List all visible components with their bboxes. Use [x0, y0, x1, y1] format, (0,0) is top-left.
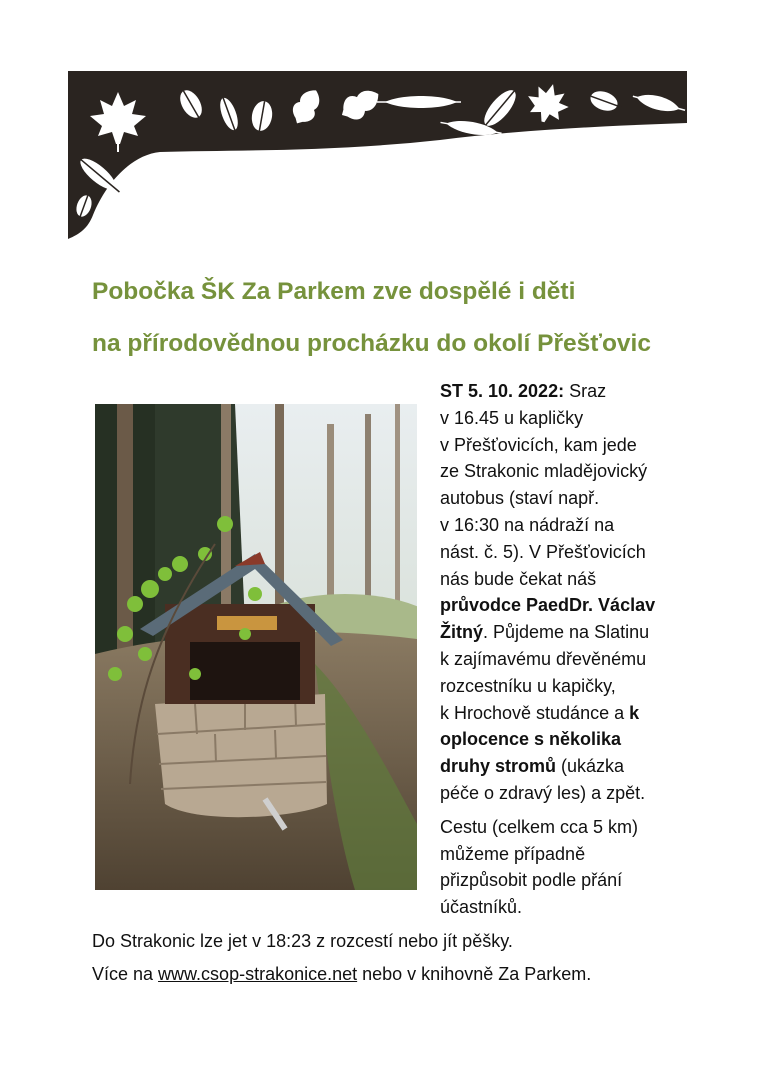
text-line: přizpůsobit podle přání	[440, 870, 623, 891]
return-info: Do Strakonic lze jet v 18:23 z rozcestí nebo jít pěšky.	[92, 931, 513, 951]
text-line: nást. č. 5). V Přešťovicích	[440, 541, 646, 562]
text-line: ze Strakonic mladějovický	[440, 461, 648, 482]
text-line: k Hrochově studánce a	[440, 702, 630, 723]
bold-text: druhy stromů	[440, 756, 557, 777]
guide-name: Žitný	[440, 622, 483, 643]
text-line: autobus (staví např.	[440, 488, 600, 509]
bold-text: k	[629, 702, 640, 723]
heading-line-2: na přírodovědnou procházku do okolí Přešťovic	[92, 330, 651, 357]
text-line: nás bude čekat náš	[440, 568, 597, 589]
event-details	[440, 378, 680, 921]
text-line: účastníků.	[440, 897, 523, 918]
text-line: nebo v knihovně Za Parkem.	[357, 964, 592, 984]
text-line: Cestu (celkem cca 5 km)	[440, 816, 639, 837]
text-line: rozcestníku u kapičky,	[440, 675, 616, 696]
text-line: můžeme případně	[440, 843, 586, 864]
text-line: péče o zdravý les) a zpět.	[440, 782, 646, 803]
text-line: Více na	[92, 964, 159, 984]
text-line: k zajímavému dřevěnému	[440, 648, 647, 669]
text-line: v Přešťovicích, kam jede	[440, 434, 637, 455]
website-link[interactable]: www.csop-strakonice.net	[158, 964, 358, 984]
more-info	[92, 964, 591, 985]
guide-name: průvodce PaedDr. Václav	[440, 595, 656, 616]
event-date: ST 5. 10. 2022:	[440, 381, 565, 401]
text-line: v 16:30 na nádraží na	[440, 514, 615, 535]
text-line: (ukázka	[556, 756, 625, 777]
forest-well-photo	[95, 404, 417, 890]
heading-line-1: Pobočka ŠK Za Parkem zve dospělé i děti	[92, 278, 576, 305]
leaf-banner	[0, 0, 767, 250]
text-line: v 16.45 u kapličky	[440, 407, 584, 428]
text-line: Sraz	[569, 381, 607, 401]
route-paragraph	[440, 814, 680, 921]
event-paragraph	[440, 378, 680, 807]
bold-text: oplocence s několika	[440, 729, 622, 750]
text-line: . Půjdeme na Slatinu	[483, 622, 650, 643]
